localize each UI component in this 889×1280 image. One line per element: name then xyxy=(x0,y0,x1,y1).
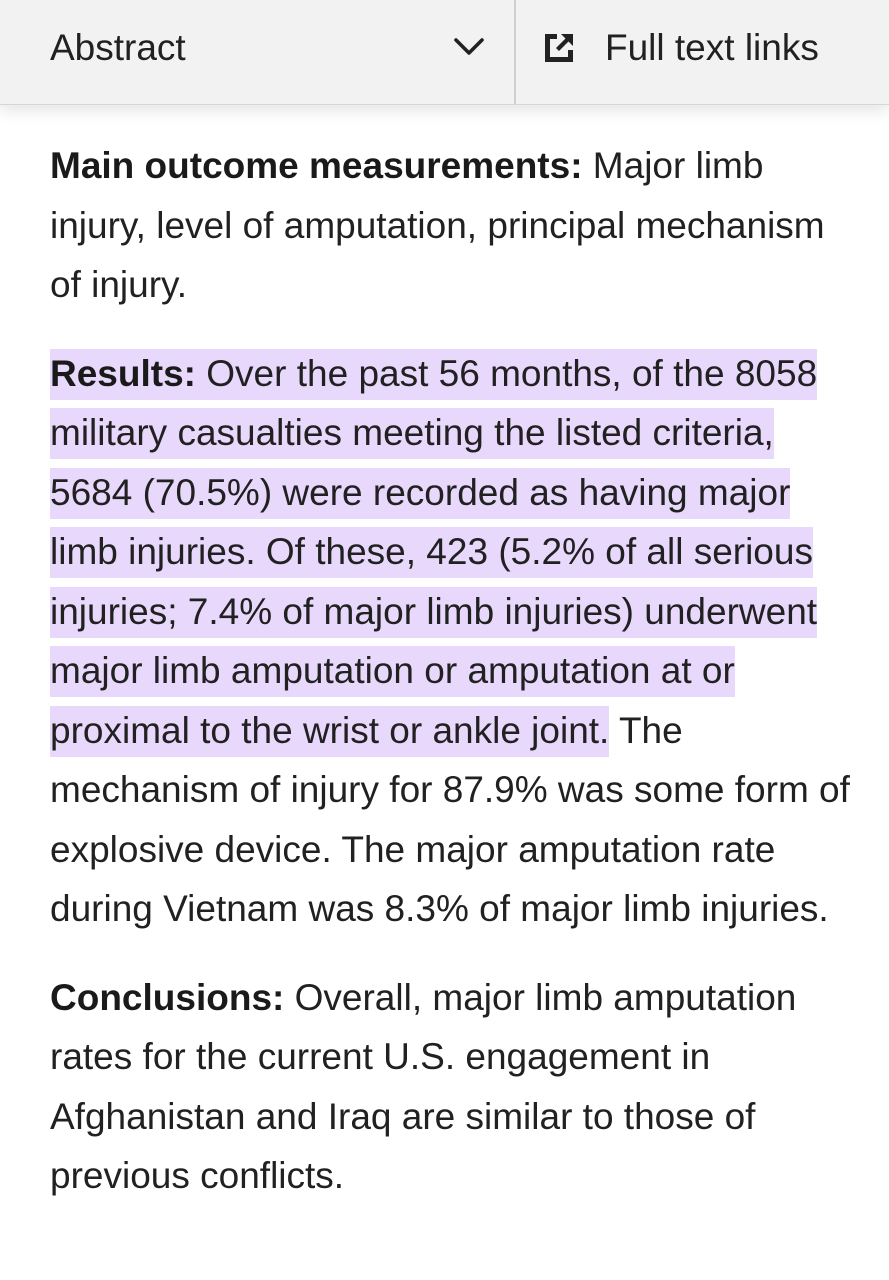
main-outcome-text: Major limb injury, level of amputation, principal mechanism of injury. xyxy=(50,145,825,305)
abstract-toolbar xyxy=(0,0,889,105)
main-outcome-label: Main outcome measurements: xyxy=(50,145,583,186)
results-highlighted-text: Over the past 56 months, of the 8058 military casualties meeting the listed criteria, 5684 (70.5%) were recorded as having major limb injuries. Of these, 423 (5.2% of all serious injuries; 7.4% of major limb injuries) underwent major limb amputation or amputation at or proximal to the wrist or ankle joint. xyxy=(50,352,818,751)
full-text-links-button[interactable] xyxy=(516,0,889,104)
main-outcome-paragraph xyxy=(50,136,850,315)
full-text-links-label: Full text links xyxy=(605,27,819,68)
abstract-body xyxy=(50,136,850,1235)
results-paragraph xyxy=(50,344,850,939)
conclusions-paragraph xyxy=(50,968,850,1206)
conclusions-label: Conclusions: xyxy=(50,976,285,1018)
section-select-value: Abstract xyxy=(50,27,186,68)
results-highlight xyxy=(50,349,817,757)
results-text: The mechanism of injury for 87.9% was some form of explosive device. The major amputation rate during Vietnam was 8.3% of major limb injuries. xyxy=(50,709,850,929)
results-label: Results: xyxy=(50,352,196,394)
chevron-down-icon xyxy=(452,34,486,60)
conclusions-text: Overall, major limb amputation rates for the current U.S. engagement in Afghanistan and Iraq are similar to those of previous conflicts. xyxy=(50,976,797,1196)
section-select[interactable] xyxy=(0,0,516,104)
external-link-icon xyxy=(542,31,576,65)
